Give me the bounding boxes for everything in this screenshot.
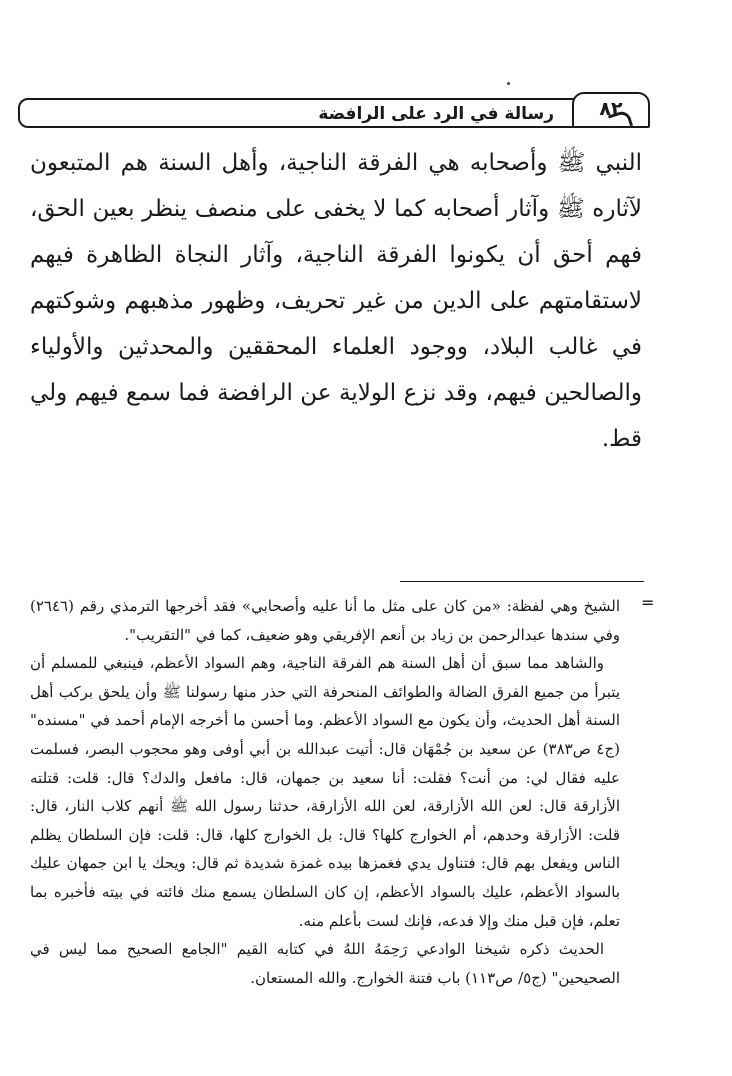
footnote-block [30,592,620,992]
page-number: ٨٢ [599,98,623,120]
main-paragraph: النبي ﷺ وأصحابه هي الفرقة الناجية، وأهل السنة هم المتبعون لآثاره ﷺ وآثار أصحابه كما لا يخفى على منصف ينظر بعين الحق، فهم أحق أن يكونوا الفرقة الناجية، وآثار النجاة الظاهرة فيهم لاستقامتهم على الدين من غير تحريف، وظهور مذهبهم وشوكتهم في غالب البلاد، ووجود العلماء المحققين والمحدثين والأولياء والصالحين فيهم، وقد نزع الولاية عن الرافضة فما سمع فيهم ولي قط. [30,150,642,452]
footnote-paragraph-1: الشيخ وهي لفظة: «من كان على مثل ما أنا عليه وأصحابي» فقد أخرجها الترمذي رقم (٢٦٤٦) وفي سندها عبدالرحمن بن زياد بن أنعم الإفريقي وهو ضعيف، كما في "التقريب". [30,597,620,644]
main-text-block [30,140,642,462]
running-header-title: رسالة في الرد على الرافضة [318,104,554,124]
footnote-paragraph-3: الحديث ذكره شيخنا الوادعي رَحِمَهُ اللهُ في كتابه القيم "الجامع الصحيح مما ليس في الصحيحين" (ج٥/ ص١١٣) باب فتنة الخوارج. والله المستعان. [30,940,620,987]
footnote-separator [400,581,644,582]
footnote-paragraph-2: والشاهد مما سبق أن أهل السنة هم الفرقة الناجية، وهم السواد الأعظم، فينبغي للمسلم أن يتبرأ من جميع الفرق الضالة والطوائف المنحرفة التي حذر منها رسولنا ﷺ وأن يلحق بركب أهل السنة أهل الحديث، وأن يكون مع السواد الأعظم. وما أحسن ما أخرجه الإمام أحمد في "مسنده" (ج٤ ص٣٨٣) عن سعيد بن جُمْهَان قال: أتيت عبدالله بن أبي أوفى وهو محجوب البصر، فسلمت عليه فقال لي: من أنت؟ فقلت: أنا سعيد بن جمهان، قال: مافعل والدك؟ قال: قلت: قتلته الأزارقة قال: لعن الله الأزارقة، لعن الله الأزارقة، حدثنا رسول الله ﷺ أنهم كلاب النار، قال: قلت: الأزارقة وحدهم، أم الخوارج كلها؟ قال: بل الخوارج كلها، قال: قلت: فإن السلطان يظلم الناس ويفعل بهم قال: فتناول يدي فغمزها بيده غمزة شديدة ثم قال: ويحك يا ابن جمهان عليك بالسواد الأعظم، عليك بالسواد الأعظم، إن كان السلطان يسمع منك فائته في بيته فأخبره بما تعلم، فإن قبل منك وإلا فدعه، فإنك لست بأعلم منه. [30,654,620,930]
footnote-continuation-mark: = [641,593,655,612]
stray-dot [507,82,510,85]
